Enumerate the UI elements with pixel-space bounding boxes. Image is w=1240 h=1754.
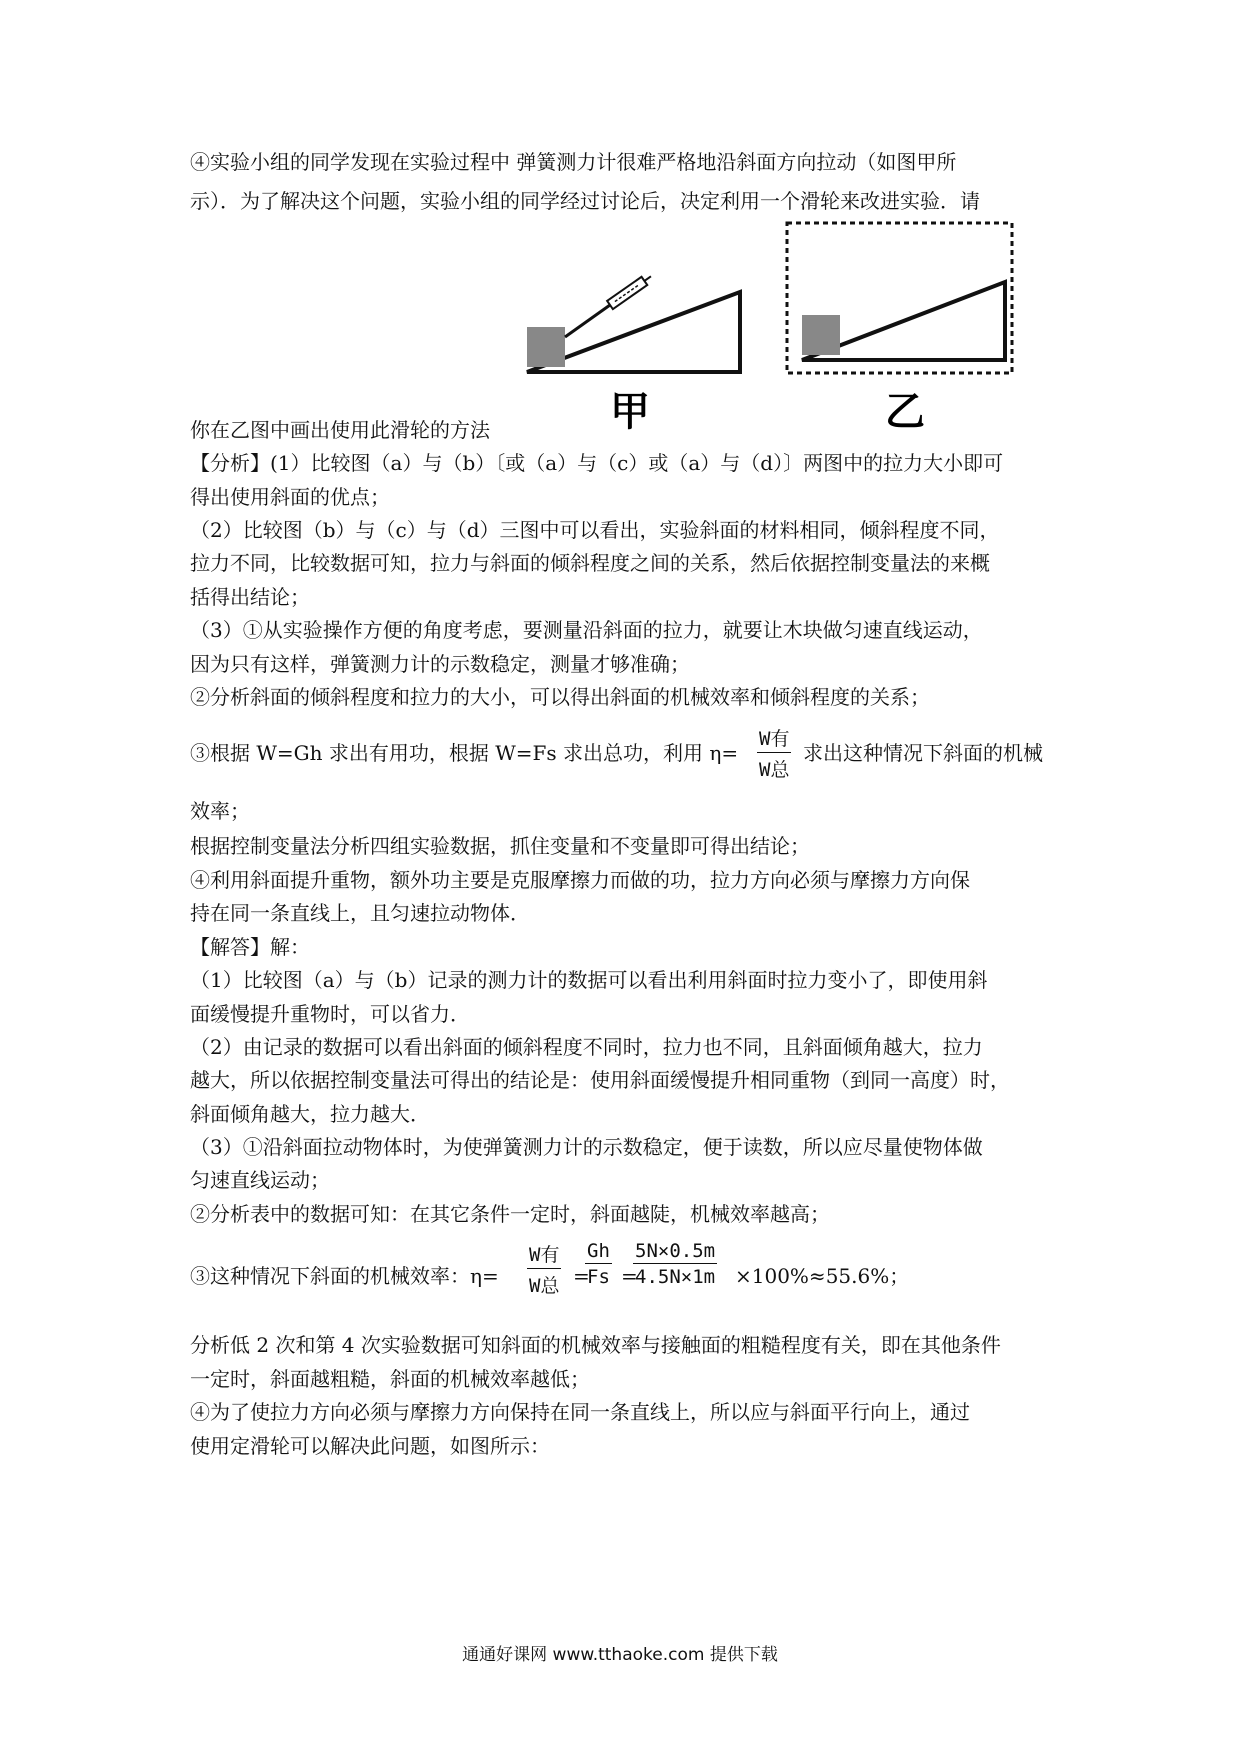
text-line: 持在同一条直线上，且匀速拉动物体． [190,901,530,925]
text-line: 越大，所以依据控制变量法可得出的结论是：使用斜面缓慢提升相同重物（到同一高度）时， [190,1068,1010,1092]
text-line: 根据控制变量法分析四组实验数据，抓住变量和不变量即可得出结论； [190,834,810,858]
fraction-w2 [527,1240,561,1298]
text-line: 一定时，斜面越粗糙，斜面的机械效率越低； [190,1367,590,1391]
equals-sign: = [621,1264,638,1288]
fraction-w [757,724,791,782]
fraction-denominator: 4.5N×1m [635,1266,716,1288]
text-line: （2）由记录的数据可以看出斜面的倾斜程度不同时，拉力也不同，且斜面倾角越大，拉力 [190,1035,983,1059]
text-line: 斜面倾角越大，拉力越大． [190,1102,430,1126]
fraction-denominator: Fs [587,1266,610,1288]
text-line: ④实验小组的同学发现在实验过程中 弹簧测力计很难严格地沿斜面方向拉动（如图甲所 [190,150,957,174]
text-line: （1）比较图（a）与（b）记录的测力计的数据可以看出利用斜面时拉力变小了，即使用斜 [190,968,988,992]
fraction-denominator: W总 [529,1275,560,1297]
fraction-gh [585,1240,612,1288]
text-line: 你在乙图中画出使用此滑轮的方法 [190,418,490,442]
text-line: （3）①沿斜面拉动物体时，为使弹簧测力计的示数稳定，便于读数，所以应尽量使物体做 [190,1135,983,1159]
figure-jia [515,255,755,435]
fraction-denominator: W总 [759,759,790,781]
figure-yi [780,220,1020,435]
text-line: 示）．为了解决这个问题，实验小组的同学经过讨论后，决定利用一个滑轮来改进实验．请 [190,189,980,213]
text-line: 括得出结论； [190,585,310,609]
text-line: ③这种情况下斜面的机械效率：η= [190,1264,499,1288]
text-line: 拉力不同，比较数据可知，拉力与斜面的倾斜程度之间的关系，然后依据控制变量法的来概 [190,551,990,575]
figure-label-yi: 乙 [885,389,925,435]
fraction-numerator: W有 [757,724,791,753]
text-line: 【解答】解： [190,935,310,959]
text-line: 因为只有这样，弹簧测力计的示数稳定，测量才够准确； [190,652,690,676]
fraction-numerator: Gh [587,1240,610,1262]
text-line: ④利用斜面提升重物，额外功主要是克服摩擦力而做的功，拉力方向必须与摩擦力方向保 [190,868,970,892]
text-line: 求出这种情况下斜面的机械 [803,741,1043,765]
text-line: ×100%≈55.6%； [735,1264,910,1288]
text-line: 效率； [190,799,250,823]
text-line: ④为了使拉力方向必须与摩擦力方向保持在同一条直线上，所以应与斜面平行向上，通过 [190,1400,970,1424]
block-jia [527,327,565,367]
text-line: （3）①从实验操作方便的角度考虑，要测量沿斜面的拉力，就要让木块做匀速直线运动， [190,618,983,642]
figure-label-jia: 甲 [610,389,650,435]
text-line: 面缓慢提升重物时，可以省力． [190,1002,470,1026]
fraction-numerator: 5N×0.5m [635,1240,716,1262]
text-line: 分析低 2 次和第 4 次实验数据可知斜面的机械效率与接触面的粗糙程度有关，即在其他条件 [190,1333,1001,1357]
text-line: ②分析表中的数据可知：在其它条件一定时，斜面越陡，机械效率越高； [190,1202,830,1226]
fraction-numerator: W有 [527,1240,561,1269]
text-line: ②分析斜面的倾斜程度和拉力的大小，可以得出斜面的机械效率和倾斜程度的关系； [190,685,930,709]
block-yi [802,315,840,355]
text-line: ③根据 W=Gh 求出有用功，根据 W=Fs 求出总功，利用 η= [190,741,739,765]
fraction-values [633,1240,717,1288]
text-line: （2）比较图（b）与（c）与（d）三图中可以看出，实验斜面的材料相同，倾斜程度不同， [190,518,1000,542]
text-line: 【分析】(1）比较图（a）与（b）〔或（a）与（c）或（a）与（d）〕两图中的拉力大小即可 [190,451,1004,475]
text-line: 得出使用斜面的优点； [190,485,390,509]
text-line: 使用定滑轮可以解决此问题，如图所示： [190,1434,550,1458]
pull-string [565,305,610,337]
text-line: 匀速直线运动； [190,1168,330,1192]
page-footer: 通通好课网 www.tthaoke.com 提供下载 [462,1645,778,1665]
spring-scale-icon [607,272,654,309]
equals-sign: = [573,1264,590,1288]
